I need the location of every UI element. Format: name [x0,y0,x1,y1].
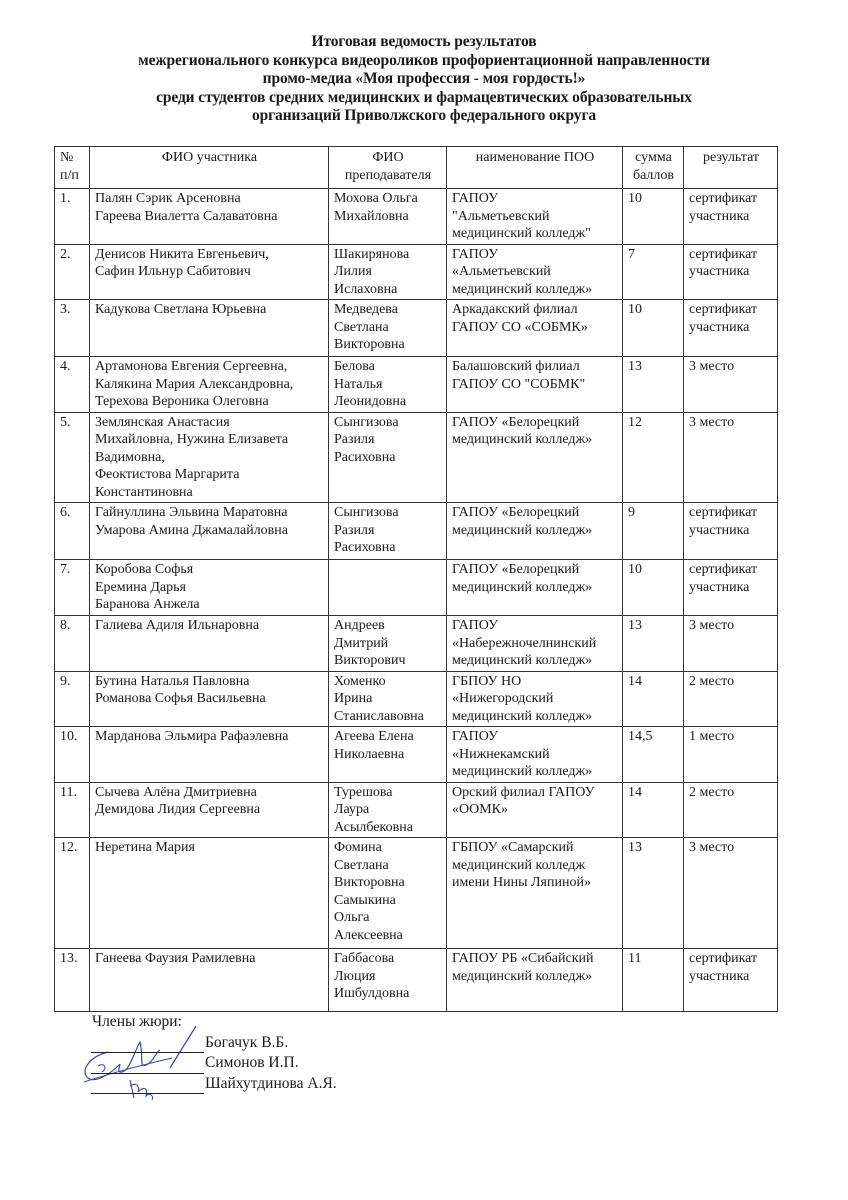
participants-line: Константиновна [95,484,193,500]
table-row [55,671,778,727]
teacher-line: Ирина [334,691,373,706]
cell-score: 7 [623,244,684,300]
teacher-line: Викторович [334,653,406,668]
cell-participants [90,838,329,949]
cell-score: 10 [623,300,684,357]
organization-line: медицинский колледж» [452,708,593,724]
cell-participants [90,357,329,413]
cell-result [684,503,778,560]
cell-organization [447,560,623,616]
result-line: сертификат [689,246,758,262]
result-line: 3 место [689,618,735,633]
cell-organization [447,244,623,300]
teacher-line: Турешова [334,784,393,800]
cell-participants [90,560,329,616]
cell-score: 10 [623,560,684,616]
signature-line [91,1038,204,1053]
cell-organization [447,616,623,672]
teacher-line: Викторовна [334,337,405,352]
organization-line: медицинский колледж» [452,764,593,779]
teacher-line: Разиля [334,432,375,447]
organization-line: «Нижегородский [452,691,554,706]
organization-line: ГАПОУ «Белорецкий [452,562,580,577]
organization-line: Балашовский филиал [452,359,580,374]
cell-teacher [329,727,447,783]
result-line: сертификат [689,191,758,206]
header-score: сумма баллов [623,147,684,189]
teacher-line: Расиховна [334,540,396,555]
participants-line: Умарова Амина Джамалайловна [95,522,288,538]
organization-line: «Нижнекамский [452,746,550,762]
table-row [55,727,778,783]
teacher-line: Самыкина [334,892,396,908]
teacher-line: Габбасова [334,951,395,966]
cell-teacher [329,560,447,616]
teacher-line: Андреев [334,618,385,633]
table-row [55,300,778,357]
teacher-line: Сынгизова [334,414,399,430]
cell-teacher [329,949,447,1012]
table-row [55,244,778,300]
cell-participants [90,727,329,783]
teacher-line: Фомина [334,840,382,855]
cell-teacher [329,503,447,560]
result-line: участника [689,319,750,335]
organization-line: медицинский колледж» [452,653,593,668]
organization-line: имени Нины Ляпиной» [452,875,591,890]
cell-result [684,671,778,727]
result-line: 1 место [689,729,735,744]
table-row [55,616,778,672]
cell-teacher [329,189,447,245]
cell-num: 9. [55,671,90,727]
organization-line: «Набережночелнинский [452,635,597,651]
signature-line [91,1059,204,1074]
jury-member-name: Шайхутдинова А.Я. [205,1074,337,1092]
participants-line: Марданова Эльмира Рафаэлевна [95,729,289,744]
cell-organization [447,503,623,560]
result-line: 2 место [689,784,735,800]
cell-num: 3. [55,300,90,357]
header-organization: наименование ПОО [447,147,623,189]
cell-participants [90,782,329,838]
participants-line: Кадукова Светлана Юрьевна [95,302,267,317]
header-num: № п/п [55,147,90,189]
participants-line: Сафин Ильнур Сабитович [95,264,251,279]
participants-line: Палян Сэрик Арсеновна [95,191,241,206]
cell-result [684,838,778,949]
cell-organization [447,300,623,357]
cell-result [684,300,778,357]
result-line: участника [689,208,750,224]
cell-num: 4. [55,357,90,413]
organization-line: медицинский колледж» [452,968,593,984]
participants-line: Калякина Мария Александровна, [95,376,294,392]
organization-line: «Альметьевский [452,264,551,279]
cell-teacher [329,412,447,503]
organization-line: ГАПОУ СО «СОБМК» [452,319,588,335]
cell-score: 12 [623,412,684,503]
participants-line: Артамонова Евгения Сергеевна, [95,359,288,374]
cell-score: 14 [623,671,684,727]
cell-participants [90,300,329,357]
table-row [55,949,778,1012]
teacher-line: Медведева [334,302,398,317]
teacher-line: Михайловна [334,208,409,224]
cell-participants [90,503,329,560]
cell-participants [90,949,329,1012]
cell-num: 6. [55,503,90,560]
participants-line: Неретина Мария [95,840,195,855]
cell-result [684,357,778,413]
organization-line: ГАПОУ СО "СОБМК" [452,376,586,392]
cell-participants [90,616,329,672]
teacher-line: Алексеевна [334,927,403,943]
cell-score: 13 [623,616,684,672]
organization-line: ГАПОУ [452,618,499,633]
cell-organization [447,189,623,245]
organization-line: медицинский колледж» [452,522,593,538]
organization-line: ГАПОУ «Белорецкий [452,505,580,520]
participants-line: Землянская Анастасия [95,414,230,430]
teacher-line: Сынгизова [334,505,399,520]
cell-teacher [329,838,447,949]
jury-member-name: Симонов И.П. [205,1054,299,1071]
organization-line: ГАПОУ РБ «Сибайский [452,951,594,966]
result-line: сертификат [689,505,758,520]
organization-line: ГБПОУ НО [452,673,522,689]
header-participant: ФИО участника [90,147,329,189]
cell-num: 12. [55,838,90,949]
organization-line: "Альметьевский [452,208,550,224]
teacher-line: Белова [334,359,375,374]
header-teacher: ФИО преподавателя [329,147,447,189]
teacher-line: Шакирянова [334,246,410,262]
cell-organization [447,671,623,727]
header-result: результат [684,147,778,189]
participants-line: Терехова Вероника Олеговна [95,394,269,409]
cell-organization [447,357,623,413]
document-title [60,33,788,126]
participants-line: Гареева Виалетта Салаватовна [95,208,278,224]
organization-line: ГБПОУ «Самарский [452,840,574,855]
organization-line: медицинский колледж» [452,432,593,447]
jury-title: Члены жюри: [92,1013,182,1030]
teacher-line: Наталья [334,376,383,392]
cell-score: 11 [623,949,684,1012]
cell-score: 10 [623,189,684,245]
cell-result [684,782,778,838]
cell-participants [90,671,329,727]
cell-participants [90,189,329,245]
teacher-line: Леонидовна [334,394,407,409]
result-line: сертификат [689,951,758,966]
cell-result [684,244,778,300]
result-line: 3 место [689,414,735,430]
cell-result [684,560,778,616]
teacher-line: Лаура [334,802,370,817]
cell-organization [447,727,623,783]
cell-result [684,727,778,783]
jury-block [92,1012,337,1094]
teacher-line: Дмитрий [334,635,389,651]
participants-line: Гайнуллина Эльвина Маратовна [95,505,288,520]
cell-organization [447,412,623,503]
cell-num: 10. [55,727,90,783]
teacher-line: Ишбулдовна [334,986,410,1001]
result-line: участника [689,264,750,279]
cell-num: 5. [55,412,90,503]
cell-organization [447,949,623,1012]
cell-result [684,189,778,245]
participants-line: Ганеева Фаузия Рамилевна [95,951,256,966]
participants-line: Еремина Дарья [95,579,186,595]
cell-result [684,616,778,672]
organization-line: ГАПОУ [452,246,499,262]
cell-num: 11. [55,782,90,838]
cell-teacher [329,616,447,672]
teacher-line: Расиховна [334,449,396,465]
teacher-line: Николаевна [334,746,405,762]
title-line: организаций Приволжского федерального округа [251,107,597,124]
table-body [55,189,778,1012]
participants-line: Галиева Адиля Ильнаровна [95,618,260,633]
result-line: сертификат [689,302,758,317]
participants-line: Феоктистова Маргарита [95,467,240,482]
cell-result [684,949,778,1012]
organization-line: «ООМК» [452,802,509,817]
cell-num: 1. [55,189,90,245]
participants-line: Демидова Лидия Сергеевна [95,802,261,817]
table-row [55,189,778,245]
jury-member [91,1033,337,1054]
cell-num: 13. [55,949,90,1012]
result-line: 3 место [689,840,735,855]
organization-line: ГАПОУ [452,191,499,206]
title-line: межрегионального конкурса видеороликов профориентационной направленности [138,51,710,69]
title-line: Итоговая ведомость результатов [311,33,537,50]
cell-score: 13 [623,357,684,413]
title-line: промо-медиа «Моя профессия - моя гордость!» [262,70,586,87]
teacher-line: Разиля [334,522,375,538]
table-row [55,357,778,413]
cell-participants [90,244,329,300]
table-row [55,503,778,560]
table-row [55,838,778,949]
result-line: участника [689,579,750,595]
jury-member [91,1053,337,1074]
teacher-line: Светлана [334,319,389,335]
organization-line: медицинский колледж" [452,226,591,241]
organization-line: медицинский колледж» [452,579,593,595]
result-line: 3 место [689,359,735,374]
cell-teacher [329,671,447,727]
cell-teacher [329,244,447,300]
result-line: 2 место [689,673,735,689]
title-line: среди студентов средних медицинских и фармацевтических образовательных [156,88,692,106]
cell-participants [90,412,329,503]
participants-line: Баранова Анжела [95,597,200,612]
teacher-line: Лилия [334,264,372,279]
participants-line: Романова Софья Васильевна [95,691,266,706]
jury-member-name: Богачук В.Б. [205,1033,289,1051]
cell-score: 9 [623,503,684,560]
teacher-line: Викторовна [334,875,405,890]
cell-result [684,412,778,503]
participants-line: Сычева Алёна Дмитриевна [95,784,257,800]
table-row [55,560,778,616]
cell-num: 7. [55,560,90,616]
participants-line: Коробова Софья [95,562,194,577]
cell-organization [447,782,623,838]
organization-line: ГАПОУ «Белорецкий [452,414,580,430]
jury-member [91,1074,337,1095]
organization-line: Орский филиал ГАПОУ [452,784,595,800]
result-line: участника [689,522,750,538]
signature-line [91,1079,204,1094]
teacher-line: Хоменко [334,673,386,689]
cell-teacher [329,782,447,838]
participants-line: Вадимовна, [95,449,165,465]
cell-num: 2. [55,244,90,300]
teacher-line: Мохова Ольга [334,191,418,206]
cell-num: 8. [55,616,90,672]
result-line: сертификат [689,562,758,577]
table-row [55,782,778,838]
cell-score: 14 [623,782,684,838]
participants-line: Бутина Наталья Павловна [95,673,250,689]
participants-line: Михайловна, Нужина Елизавета [95,432,289,447]
organization-line: медицинский колледж» [452,281,593,297]
teacher-line: Люция [334,968,376,984]
organization-line: медицинский колледж [452,857,586,873]
result-line: участника [689,968,750,984]
teacher-line: Асылбековна [334,819,413,835]
cell-teacher [329,357,447,413]
table-header-row [55,147,778,189]
table-row [55,412,778,503]
participants-line: Денисов Никита Евгеньевич, [95,246,269,262]
teacher-line: Станиславовна [334,708,424,724]
cell-score: 14,5 [623,727,684,783]
organization-line: Аркадакский филиал [452,302,578,317]
teacher-line: Ислаховна [334,281,398,297]
cell-score: 13 [623,838,684,949]
teacher-line: Агеева Елена [334,729,414,744]
organization-line: ГАПОУ [452,729,499,744]
cell-organization [447,838,623,949]
teacher-line: Светлана [334,857,389,873]
teacher-line: Ольга [334,910,370,925]
results-table [54,146,778,1012]
cell-teacher [329,300,447,357]
